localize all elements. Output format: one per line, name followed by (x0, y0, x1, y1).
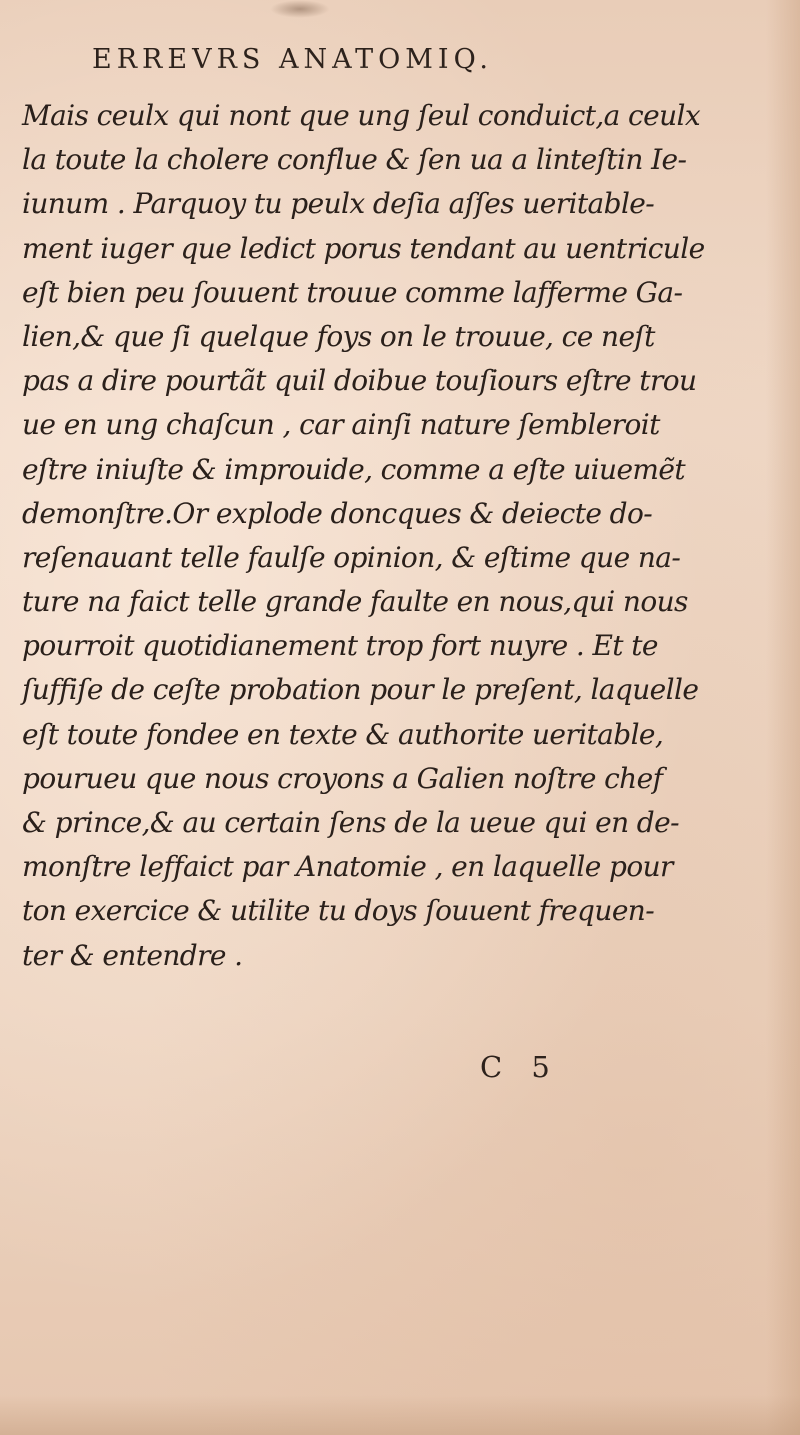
text-line: ue en ung chaſcun , car ainſi nature ſembleroit (22, 408, 660, 442)
text-line: pas a dire pourtãt quil doibue touſiours eſtre trou (22, 364, 697, 398)
body-text (22, 94, 722, 978)
ink-smudge (270, 0, 330, 18)
text-line: Mais ceulx qui nont que ung ſeul conduict,a ceulx (22, 99, 701, 132)
text-line: eſt toute fondee en texte & authorite ueritable, (22, 717, 664, 751)
signature-mark: C 5 (480, 1050, 560, 1084)
text-line: ter & entendre . (22, 938, 243, 972)
text-line: lien,& que ſi quelque foys on le trouue, ce neſt (22, 319, 655, 353)
text-line: eſt bien peu ſouuent trouue comme lafferme Ga- (22, 275, 683, 309)
text-line: pourroit quotidianement trop fort nuyre . Et te (22, 629, 658, 663)
text-line: monſtre leffaict par Anatomie , en laquelle pour (22, 850, 673, 884)
text-line: demonſtre.Or explode doncques & deiecte do- (22, 496, 653, 530)
text-line: ſuffiſe de ceſte probation pour le preſent, laquelle (22, 673, 699, 707)
running-head: ERREVRS ANATOMIQ. (92, 44, 493, 75)
text-line: iunum . Parquoy tu peulx deſia aſſes ueritable- (22, 187, 655, 221)
text-line: ton exercice & utilite tu doys ſouuent frequen- (22, 894, 655, 928)
text-line: & prince,& au certain ſens de la ueue qui en de- (22, 806, 679, 839)
text-line: ment iuger que ledict porus tendant au uentricule (22, 231, 705, 265)
text-line: eſtre iniuſte & improuide, comme a eſte uiuemẽt (22, 452, 686, 486)
page-bottom-shadow (0, 1395, 800, 1435)
text-line: pourueu que nous croyons a Galien noſtre chef (22, 761, 663, 795)
text-line: ture na faict telle grande faulte en nous,qui nous (22, 585, 688, 619)
page-edge-shadow (766, 0, 800, 1435)
text-line: la toute la cholere conflue & ſen ua a linteſtin Ie- (22, 143, 687, 177)
text-line: reſenauant telle faulſe opinion, & eſtime que na- (22, 540, 681, 574)
